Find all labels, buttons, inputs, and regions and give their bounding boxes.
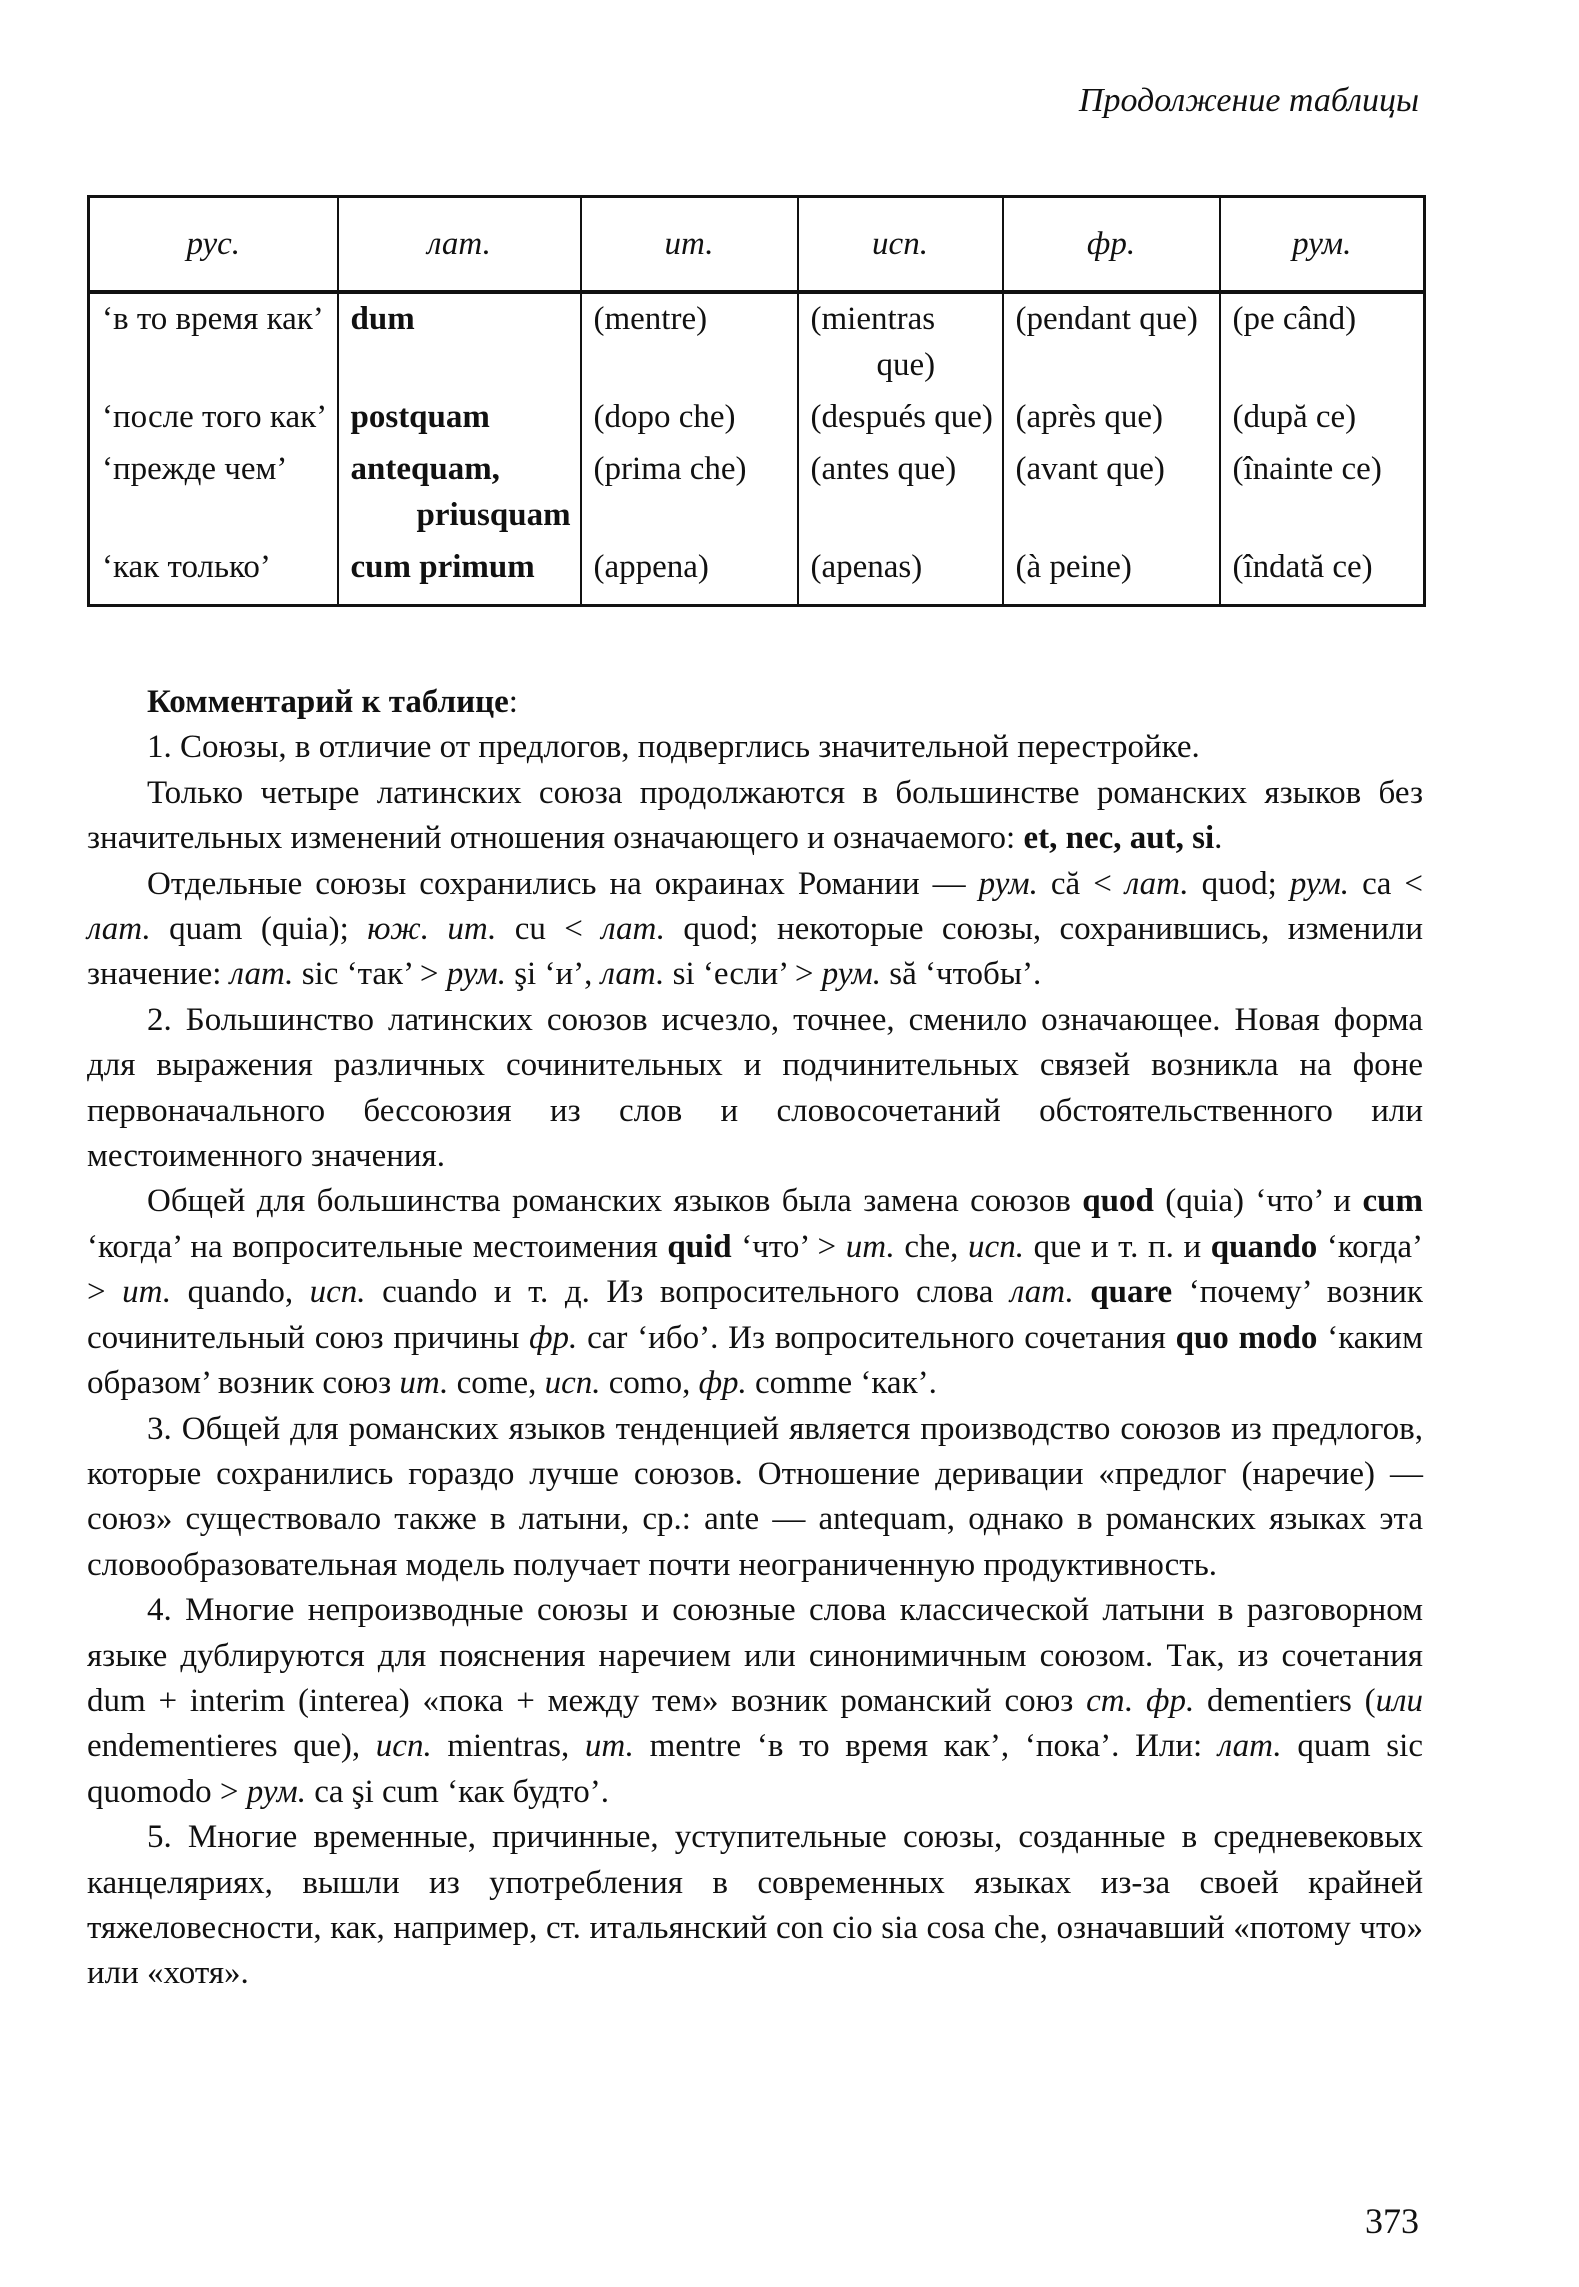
text-run: şi ‘и’, xyxy=(505,956,601,993)
italic-abbrev: фр. xyxy=(698,1365,747,1402)
paragraph-1: 1. Союзы, в отличие от предлогов, подверглись значительной перестройке. xyxy=(147,729,1200,766)
bold-term: cum xyxy=(1362,1183,1423,1220)
text-run: 4. Многие непроизводные союзы и союзные слова классической латыни в разговорном языке дублируются для пояснения наречием или синонимичным союзом. Так, из сочетания dum + interim (interea) «пока + между тем» возник романский союз xyxy=(87,1592,1423,1719)
cell-rum: (înainte ce) xyxy=(1220,444,1425,542)
italic-abbrev: лат. xyxy=(229,956,294,993)
cell-lat: antequam, priusquam xyxy=(338,444,581,542)
text-run: ‘когда’ на вопросительные местоимения xyxy=(87,1228,668,1265)
cell-isp: (apenas) xyxy=(798,542,1003,606)
italic-abbrev: лат. xyxy=(601,911,666,948)
text-run: quando, xyxy=(171,1274,310,1311)
running-head: Продолжение таблицы xyxy=(1078,82,1419,119)
text-run: quod; некоторые союзы, сохранившись, изменили значение: xyxy=(87,911,1424,993)
text-run: quod; xyxy=(1188,865,1290,902)
cell-isp: (mientras que) xyxy=(798,292,1003,392)
text-run: ‘почему’ возник сочинительный союз причины xyxy=(87,1274,1423,1356)
italic-abbrev: ит. xyxy=(584,1728,634,1765)
commentary-heading: Комментарий к таблице: xyxy=(147,684,518,720)
cell-lat: cum primum xyxy=(338,542,581,606)
text-run: că < xyxy=(1037,865,1125,902)
column-header-rus: рус. xyxy=(89,197,338,293)
text-run: come, xyxy=(448,1365,545,1402)
italic-abbrev: лат. xyxy=(1124,865,1189,902)
italic-abbrev: ит. xyxy=(845,1228,895,1265)
paragraph-4: 2. Большинство латинских союзов исчезло, точнее, сменило означающее. Новая форма для выражения различных сочинительных и подчинительных связей возникла на фоне первоначального бессоюзия из слов и словосочетаний обстоятельственного или местоименного значения. xyxy=(87,1001,1423,1175)
text-run: mientras, xyxy=(431,1728,585,1765)
cell-fr: (avant que) xyxy=(1003,444,1220,542)
cell-rum: (îndată ce) xyxy=(1220,542,1425,606)
cell-it: (dopo che) xyxy=(581,392,798,444)
table-row xyxy=(89,444,1425,542)
text-run: como, xyxy=(600,1365,699,1402)
text-run: Отдельные союзы сохранились на окраинах Романии — xyxy=(147,865,979,902)
italic-abbrev: рум. xyxy=(978,865,1038,902)
text-run: endementieres que), xyxy=(87,1728,376,1765)
paragraph-7 xyxy=(87,1588,1423,1815)
cell-it: (prima che) xyxy=(581,444,798,542)
cell-fr: (après que) xyxy=(1003,392,1220,444)
italic-abbrev: или xyxy=(1375,1682,1423,1719)
bold-term: quod xyxy=(1082,1183,1154,1220)
table-header-row xyxy=(89,197,1425,293)
italic-abbrev: фр. xyxy=(529,1319,578,1356)
column-header-rum: рум. xyxy=(1220,197,1425,293)
cell-fr: (à peine) xyxy=(1003,542,1220,606)
paragraph-6: 3. Общей для романских языков тенденцией является производство союзов из предлогов, которые сохранились гораздо лучше союзов. Отношение деривации «предлог (наречие) — союз» существовало также в латыни, ср.: ante — antequam, однако в романских языках эта словообразовательная модель получает почти неограниченную продуктивность. xyxy=(87,1410,1423,1583)
italic-abbrev: рум. xyxy=(1289,865,1350,902)
cell-rus: ‘как только’ xyxy=(89,542,338,606)
page-number: 373 xyxy=(1365,2201,1419,2241)
italic-abbrev: ит. xyxy=(399,1365,449,1402)
text-run: să ‘чтобы’. xyxy=(881,956,1042,993)
cell-rus: ‘после того как’ xyxy=(89,392,338,444)
cell-rus: ‘в то время как’ xyxy=(89,292,338,392)
text-run: si ‘если’ > xyxy=(664,956,822,993)
cell-lat: postquam xyxy=(338,392,581,444)
italic-abbrev: ст. фр. xyxy=(1086,1682,1195,1719)
text-run: ‘каким образом’ возник союз xyxy=(87,1319,1423,1402)
text-run: sic ‘так’ > xyxy=(293,956,447,993)
column-header-fr: фр. xyxy=(1003,197,1220,293)
table-row xyxy=(89,542,1425,606)
text-run: comme ‘как’. xyxy=(746,1365,937,1402)
italic-abbrev: юж. ит. xyxy=(367,911,497,948)
cell-isp: (antes que) xyxy=(798,444,1003,542)
table-row xyxy=(89,292,1425,392)
bold-term: quare xyxy=(1090,1274,1173,1311)
bold-term: quo modo xyxy=(1175,1319,1318,1356)
text-run: che, xyxy=(894,1228,969,1265)
text-run: (quia) ‘что’ и xyxy=(1153,1183,1363,1220)
text-run: ca < xyxy=(1349,865,1423,902)
column-header-lat: лат. xyxy=(338,197,581,293)
paragraph-8: 5. Многие временные, причинные, уступительные союзы, созданные в средневековых канцеляриях, вышли из употребления в современных языках из-за своей крайней тяжеловесности, как, например, ст. итальянский con cio sia cosa che, означавший «потому что» или «хотя». xyxy=(87,1819,1423,1992)
paragraph-5 xyxy=(87,1179,1423,1406)
cell-it: (appena) xyxy=(581,542,798,606)
text-run: quam sic quomodo > xyxy=(87,1728,1423,1810)
text-run: cu < xyxy=(496,911,602,948)
cell-rus: ‘прежде чем’ xyxy=(89,444,338,542)
italic-abbrev: исп. xyxy=(309,1274,366,1311)
italic-abbrev: лат. xyxy=(1009,1274,1074,1311)
cell-rum: (pe când) xyxy=(1220,292,1425,392)
cell-fr: (pendant que) xyxy=(1003,292,1220,392)
text-run: Общей для большинства романских языков была замена союзов xyxy=(147,1183,1083,1220)
bold-term: quando xyxy=(1210,1228,1318,1265)
italic-abbrev: лат. xyxy=(87,911,151,948)
italic-abbrev: рум. xyxy=(246,1773,306,1810)
italic-abbrev: исп. xyxy=(544,1365,601,1402)
paragraph-2: Только четыре латинских союза продолжаются в большинстве романских языков без значительных изменений отношения означающего и означаемого: et, nec, aut, si. xyxy=(87,774,1423,857)
column-header-it: ит. xyxy=(581,197,798,293)
italic-abbrev: лат. xyxy=(1217,1728,1282,1765)
commentary xyxy=(87,680,1423,1997)
italic-abbrev: ит. xyxy=(122,1274,172,1311)
text-run: cuando и т. д. Из вопросительного слова xyxy=(365,1274,1010,1311)
text-run: quam (quia); xyxy=(150,911,368,948)
text-run: ‘что’ > xyxy=(731,1228,846,1265)
italic-abbrev: исп. xyxy=(375,1728,432,1765)
text-run: ‘когда’ > xyxy=(87,1228,1423,1311)
italic-abbrev: лат. xyxy=(600,956,665,993)
italic-abbrev: рум. xyxy=(821,956,881,993)
cell-it: (mentre) xyxy=(581,292,798,392)
italic-abbrev: исп. xyxy=(968,1228,1024,1265)
paragraph-3 xyxy=(87,862,1423,998)
table-row xyxy=(89,392,1425,444)
text-run: mentre ‘в то время как’, ‘пока’. Или: xyxy=(633,1728,1218,1765)
text-run xyxy=(1074,1274,1091,1310)
text-run: que и т. п. и xyxy=(1023,1228,1211,1265)
conjunctions-table xyxy=(87,195,1426,607)
bold-term: quid xyxy=(667,1228,732,1265)
column-header-isp: исп. xyxy=(798,197,1003,293)
text-run: dementiers ( xyxy=(1194,1682,1376,1719)
italic-abbrev: рум. xyxy=(446,956,506,993)
cell-lat: dum xyxy=(338,292,581,392)
text-run: ca şi cum ‘как будто’. xyxy=(305,1773,610,1810)
text-run: car ‘ибо’. Из вопросительного сочетания xyxy=(577,1319,1176,1356)
cell-isp: (después que) xyxy=(798,392,1003,444)
cell-rum: (după ce) xyxy=(1220,392,1425,444)
